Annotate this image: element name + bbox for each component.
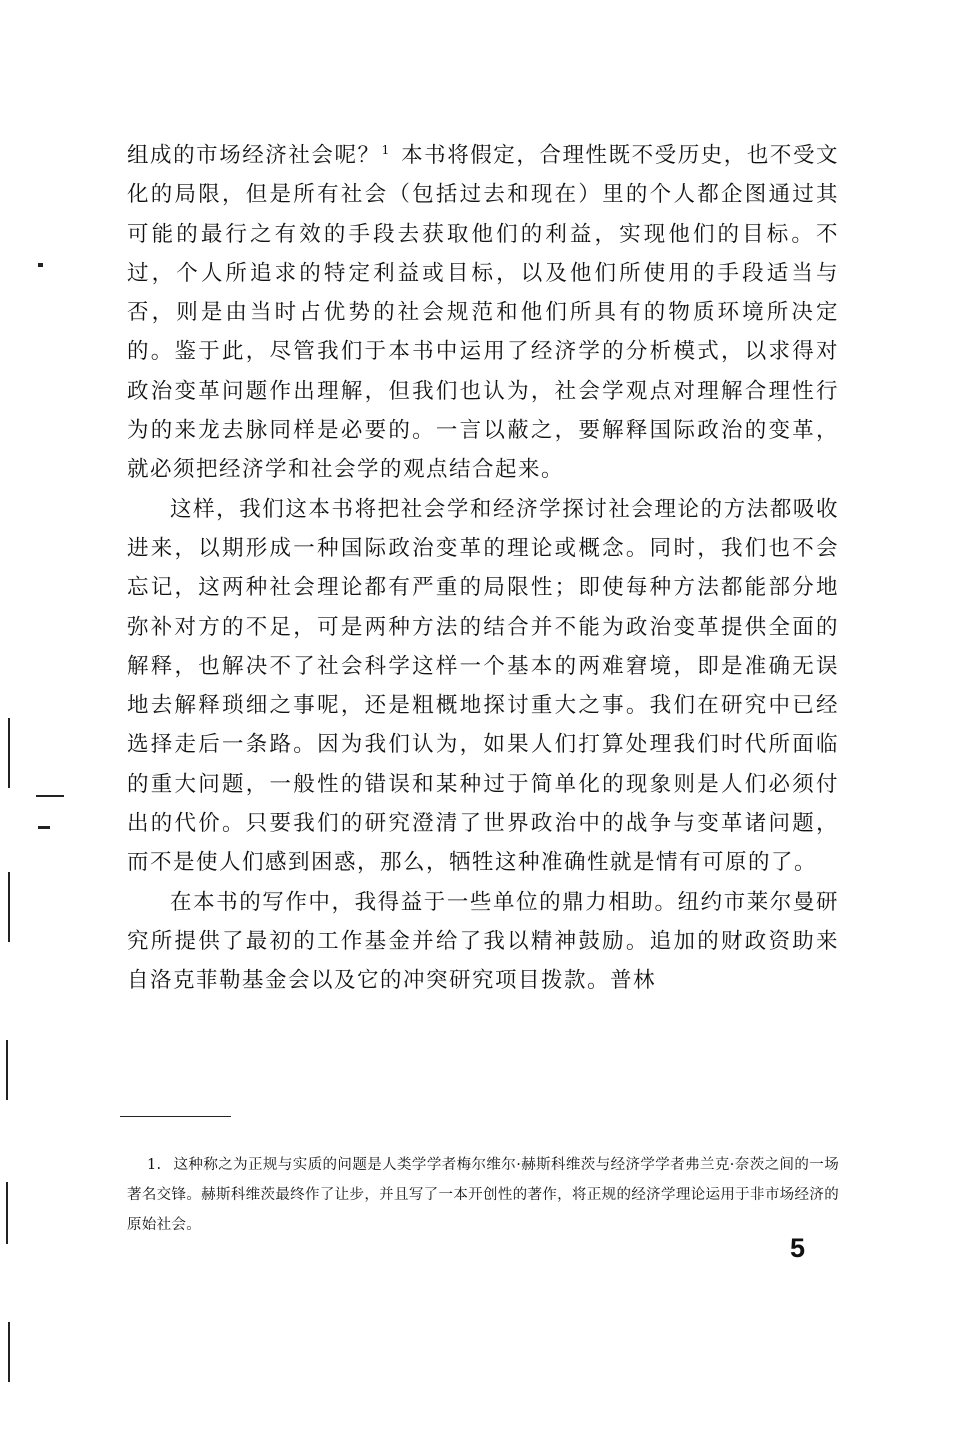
body-text — [127, 136, 839, 1001]
scan-mark — [8, 718, 10, 788]
scan-mark — [8, 1322, 10, 1382]
scan-mark — [8, 872, 10, 942]
scan-mark — [6, 1182, 8, 1244]
scan-mark — [36, 795, 64, 797]
footnote — [127, 1150, 839, 1240]
paragraph-3: 在本书的写作中，我得益于一些单位的鼎力相助。纽约市莱尔曼研究所提供了最初的工作基金并给了我以精神鼓励。追加的财政资助来自洛克菲勒基金会以及它的冲突研究项目拨款。普林 — [127, 889, 839, 994]
footnote-number: 1. — [147, 1157, 162, 1173]
page-number: 5 — [790, 1233, 806, 1263]
paragraph-2: 这样，我们这本书将把社会学和经济学探讨社会理论的方法都吸收进来，以期形成一种国际政治变革的理论或概念。同时，我们也不会忘记，这两种社会理论都有严重的局限性；即使每种方法都能部分地弥补对方的不足，可是两种方法的结合并不能为政治变革提供全面的解释，也解决不了社会科学这样一个基本的两难窘境，即是准确无误地去解释琐细之事呢，还是粗概地探讨重大之事。我们在研究中已经选择走后一条路。因为我们认为，如果人们打算处理我们时代所面临的重大问题，一般性的错误和某种过于简单化的现象则是人们必须付出的代价。只要我们的研究澄清了世界政治中的战争与变革诸问题，而不是使人们感到困惑，那么，牺牲这种准确性就是情有可原的了。 — [127, 496, 839, 876]
footnote-divider — [120, 1116, 231, 1117]
scan-mark — [38, 263, 43, 267]
scan-mark — [6, 1040, 8, 1100]
paragraph-1-text-a: 组成的市场经济社会呢？ — [127, 143, 381, 168]
footnote-text: 这种称之为正规与实质的问题是人类学学者梅尔维尔·赫斯科维茨与经济学学者弗兰克·奈茨之间的一场著名交锋。赫斯科维茨最终作了让步，并且写了一本开创性的著作，将正规的经济学理论运用于非市场经济的原始社会。 — [127, 1157, 839, 1233]
scan-mark — [38, 826, 50, 829]
paragraph-1-text-b: 本书将假定，合理性既不受历史，也不受文化的局限，但是所有社会（包括过去和现在）里的个人都企图通过其可能的最行之有效的手段去获取他们的利益，实现他们的目标。不过，个人所追求的特定利益或目标，以及他们所使用的手段适当与否，则是由当时占优势的社会规范和他们所具有的物质环境所决定的。鉴于此，尽管我们于本书中运用了经济学的分析模式，以求得对政治变革问题作出理解，但我们也认为，社会学观点对理解合理性行为的来龙去脉同样是必要的。一言以蔽之，要解释国际政治的变革，就必须把经济学和社会学的观点结合起来。 — [127, 143, 839, 483]
paragraph-1 — [127, 136, 839, 490]
footnote-reference[interactable]: 1 — [381, 142, 391, 157]
